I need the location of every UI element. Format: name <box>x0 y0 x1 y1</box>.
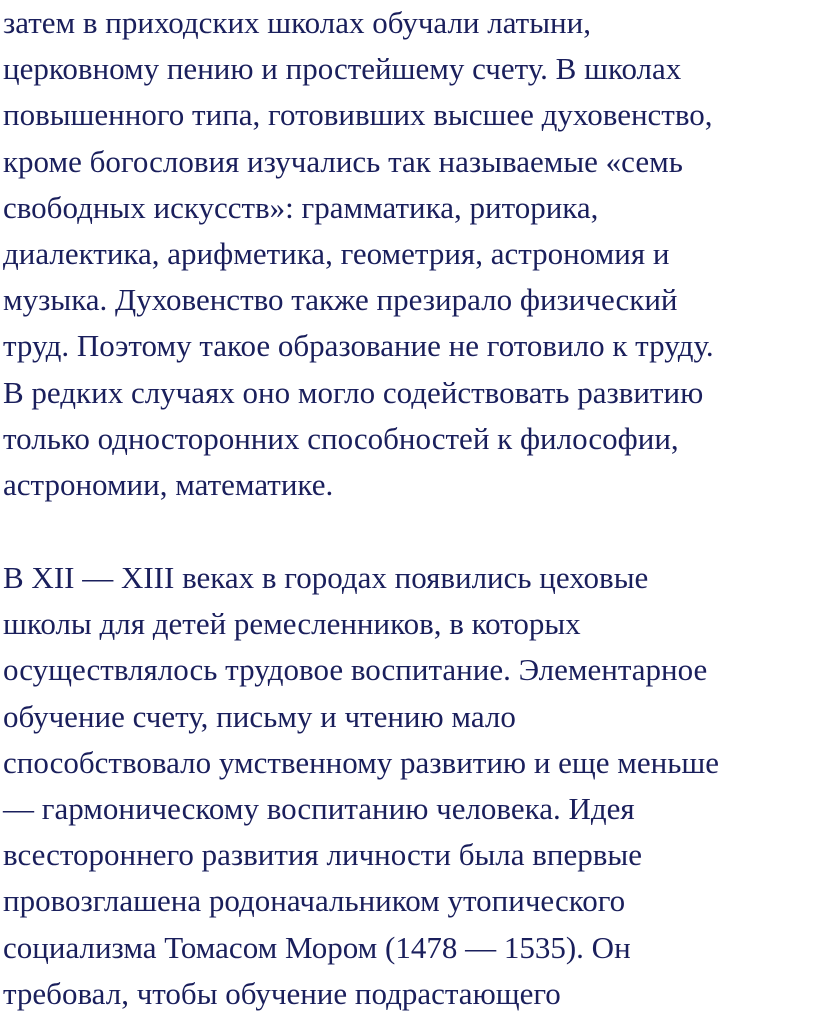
text-line: музыка. Духовенство также презирало физический <box>3 282 678 318</box>
text-line: В XII — XIII веках в городах появились цеховые <box>3 560 649 595</box>
text-line: провозглашена родоначальником утопического <box>3 883 626 919</box>
text-line: повышенного типа, готовивших высшее духовенство, <box>3 97 713 133</box>
text-line: кроме богословия изучались так называемые «семь <box>3 143 683 179</box>
text-line: только односторонних способностей к философии, <box>3 420 679 456</box>
text-line: церковному пению и простейшему счету. В школах <box>3 51 682 87</box>
text-line: астрономии, математике. <box>3 466 334 502</box>
text-line: требовал, чтобы обучение подрастающего <box>3 975 561 1011</box>
text-line: социализма Томасом Мором (1478 — 1535). Он <box>3 929 631 965</box>
text-line: — гармоническому воспитанию человека. Идея <box>3 790 635 826</box>
paragraph-1 <box>3 0 714 508</box>
text-line: способствовало умственному развитию и еще меньше <box>3 744 720 780</box>
text-line: школы для детей ремесленников, в которых <box>3 606 581 642</box>
text-line: свободных искусств»: грамматика, риторика, <box>3 189 599 225</box>
text-line: труд. Поэтому такое образование не готовило к труду. <box>3 328 714 364</box>
text-line: В редких случаях оно могло содействовать развитию <box>3 374 704 410</box>
text-line: затем в приходских школах обучали латыни, <box>3 5 591 40</box>
text-line: всестороннего развития личности была впервые <box>3 837 642 873</box>
text-line: осуществлялось трудовое воспитание. Элементарное <box>3 652 708 688</box>
text-line: обучение счету, письму и чтению мало <box>3 698 516 734</box>
paragraph-2 <box>3 555 719 1017</box>
text-line: диалектика, арифметика, геометрия, астрономия и <box>3 235 670 271</box>
